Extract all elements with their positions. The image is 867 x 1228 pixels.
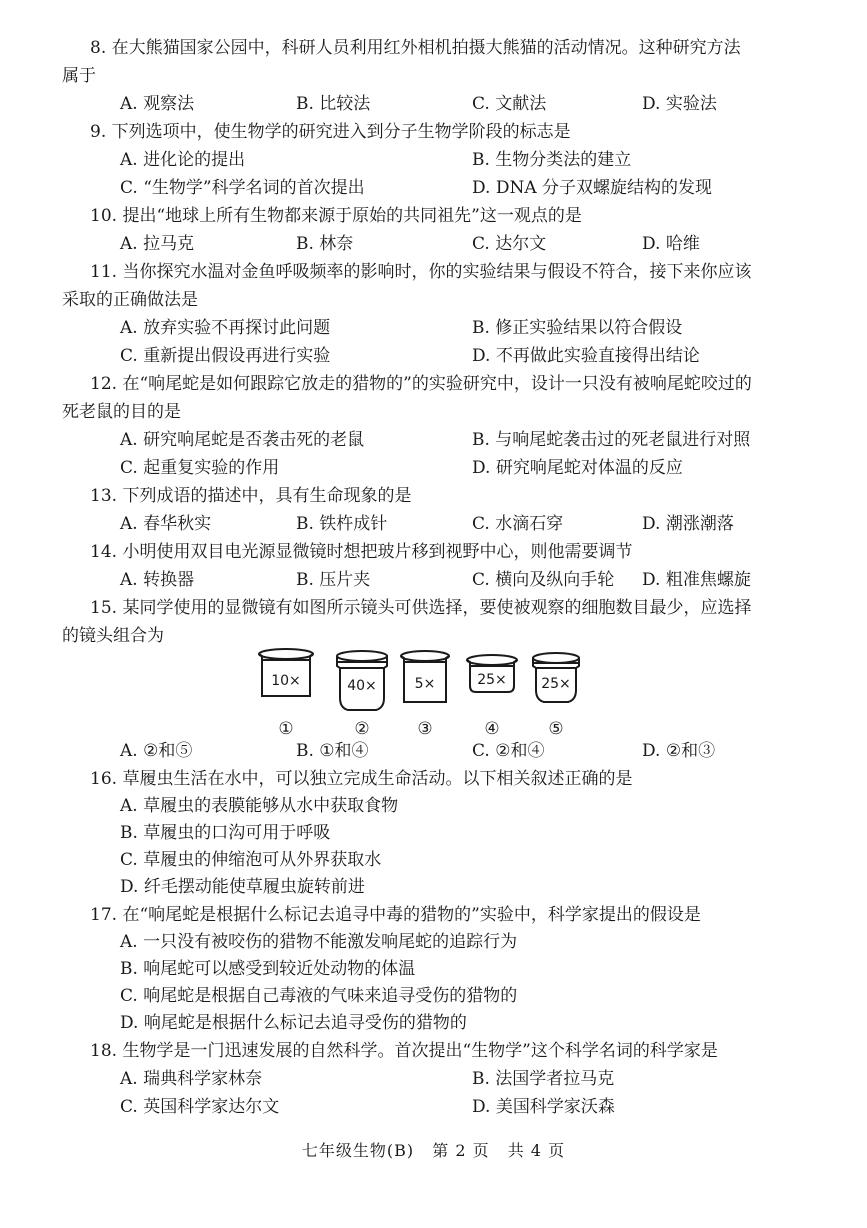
- option-b: B. 法国学者拉马克: [472, 1069, 615, 1089]
- option-c: C. 水滴石穿: [472, 514, 564, 534]
- option-c: C. 起重复实验的作用: [120, 458, 280, 478]
- option-b: B. ①和④: [296, 741, 369, 761]
- option-d: D. 研究响尾蛇对体温的反应: [472, 458, 683, 478]
- option-a: A. 放弃实验不再探讨此问题: [120, 318, 331, 338]
- question-18-options-row1: [120, 1065, 760, 1093]
- question-13-stem: 13. 下列成语的描述中，具有生命现象的是: [90, 486, 412, 506]
- option-d: D. 美国科学家沃森: [472, 1097, 615, 1117]
- question-9-options-row2: [120, 174, 760, 202]
- option-c: C. 达尔文: [472, 234, 547, 254]
- option-c: C. “生物学”科学名词的首次提出: [120, 178, 365, 198]
- option-c: C. ②和④: [472, 741, 545, 761]
- footer-subject: 七年级生物(B): [301, 1141, 415, 1160]
- option-d: D. 纤毛摆动能使草履虫旋转前进: [120, 877, 365, 897]
- option-b: B. 林奈: [296, 234, 354, 254]
- option-b: B. 草履虫的口沟可用于呼吸: [120, 823, 331, 843]
- question-18-stem: 18. 生物学是一门迅速发展的自然科学。首次提出“生物学”这个科学名词的科学家是: [90, 1041, 718, 1061]
- lens-2-number: ②: [354, 719, 370, 739]
- option-c: C. 草履虫的伸缩泡可从外界获取水: [120, 850, 382, 870]
- question-11-stem: 11. 当你探究水温对金鱼呼吸频率的影响时，你的实验结果与假设不符合，接下来你应该: [90, 262, 752, 282]
- lens-3-label: 5×: [414, 676, 436, 692]
- question-12-options-row1: [120, 426, 760, 454]
- lens-2-label: 40×: [347, 678, 377, 694]
- option-b: B. 响尾蛇可以感受到较近处动物的体温: [120, 959, 416, 979]
- question-12-stem: 12. 在“响尾蛇是如何跟踪它放走的猎物的”的实验研究中，设计一只没有被响尾蛇咬过的: [90, 374, 752, 394]
- option-a: A. ②和⑤: [120, 741, 193, 761]
- option-b: B. 与响尾蛇袭击过的死老鼠进行对照: [472, 430, 751, 450]
- option-c: C. 重新提出假设再进行实验: [120, 346, 331, 366]
- option-b: B. 铁杵成针: [296, 514, 388, 534]
- option-a: A. 瑞典科学家林奈: [120, 1069, 263, 1089]
- question-8-options: [120, 90, 760, 118]
- question-9-stem: 9. 下列选项中，使生物学的研究进入到分子生物学阶段的标志是: [90, 122, 571, 142]
- lens-5-number: ⑤: [548, 719, 564, 739]
- option-d: D. 潮涨潮落: [642, 514, 734, 534]
- question-15-options: [120, 737, 760, 765]
- lens-4-number: ④: [484, 719, 500, 739]
- question-12-stem-cont: 死老鼠的目的是: [62, 402, 181, 422]
- lens-1-number: ①: [278, 719, 294, 739]
- question-8-stem-cont: 属于: [62, 66, 96, 86]
- question-11-stem-cont: 采取的正确做法是: [62, 290, 198, 310]
- option-b: B. 压片夹: [296, 570, 371, 590]
- question-16-stem: 16. 草履虫生活在水中，可以独立完成生命活动。以下相关叙述正确的是: [90, 769, 633, 789]
- footer-total-pages: 共 4 页: [507, 1141, 566, 1160]
- option-a: A. 转换器: [120, 570, 195, 590]
- question-14-stem: 14. 小明使用双目电光源显微镜时想把玻片移到视野中心，则他需要调节: [90, 542, 633, 562]
- lens-4-label: 25×: [477, 672, 507, 688]
- question-15-stem-cont: 的镜头组合为: [62, 626, 164, 646]
- question-11-options-row1: [120, 314, 760, 342]
- option-a: A. 拉马克: [120, 234, 195, 254]
- option-d: D. 响尾蛇是根据什么标记去追寻受伤的猎物的: [120, 1013, 467, 1033]
- question-9-options-row1: [120, 146, 760, 174]
- lens-3-number: ③: [417, 719, 433, 739]
- option-a: A. 一只没有被咬伤的猎物不能激发响尾蛇的追踪行为: [120, 932, 518, 952]
- question-8-stem: 8. 在大熊猫国家公园中，科研人员利用红外相机拍摄大熊猫的活动情况。这种研究方法: [90, 38, 741, 58]
- lens-5-label: 25×: [541, 676, 571, 692]
- option-d: D. DNA 分子双螺旋结构的发现: [472, 178, 713, 198]
- lens-1-label: 10×: [271, 673, 301, 689]
- question-10-options: [120, 230, 760, 258]
- option-c: C. 英国科学家达尔文: [120, 1097, 280, 1117]
- question-10-stem: 10. 提出“地球上所有生物都来源于原始的共同祖先”这一观点的是: [90, 206, 582, 226]
- option-d: D. 实验法: [642, 94, 717, 114]
- option-a: A. 进化论的提出: [120, 150, 246, 170]
- option-c: C. 响尾蛇是根据自己毒液的气味来追寻受伤的猎物的: [120, 986, 518, 1006]
- footer-page-number: 第 2 页: [432, 1141, 490, 1160]
- question-14-options: [120, 566, 760, 594]
- question-11-options-row2: [120, 342, 760, 370]
- option-c: C. 横向及纵向手轮: [472, 570, 615, 590]
- option-a: A. 研究响尾蛇是否袭击死的老鼠: [120, 430, 365, 450]
- question-13-options: [120, 510, 760, 538]
- option-a: A. 春华秋实: [120, 514, 212, 534]
- option-d: D. 哈维: [642, 234, 700, 254]
- option-d: D. 不再做此实验直接得出结论: [472, 346, 700, 366]
- option-b: B. 生物分类法的建立: [472, 150, 632, 170]
- option-a: A. 草履虫的表膜能够从水中获取食物: [120, 796, 399, 816]
- page-footer: [0, 1138, 867, 1161]
- question-12-options-row2: [120, 454, 760, 482]
- option-a: A. 观察法: [120, 94, 195, 114]
- option-d: D. ②和③: [642, 741, 716, 761]
- question-17-stem: 17. 在“响尾蛇是根据什么标记去追寻中毒的猎物的”实验中，科学家提出的假设是: [90, 905, 701, 925]
- option-c: C. 文献法: [472, 94, 547, 114]
- option-b: B. 比较法: [296, 94, 371, 114]
- question-18-options-row2: [120, 1093, 760, 1121]
- microscope-lenses-figure: [250, 646, 590, 744]
- question-15-stem: 15. 某同学使用的显微镜有如图所示镜头可供选择，要使被观察的细胞数目最少，应选择: [90, 598, 752, 618]
- option-d: D. 粗准焦螺旋: [642, 570, 751, 590]
- option-b: B. 修正实验结果以符合假设: [472, 318, 683, 338]
